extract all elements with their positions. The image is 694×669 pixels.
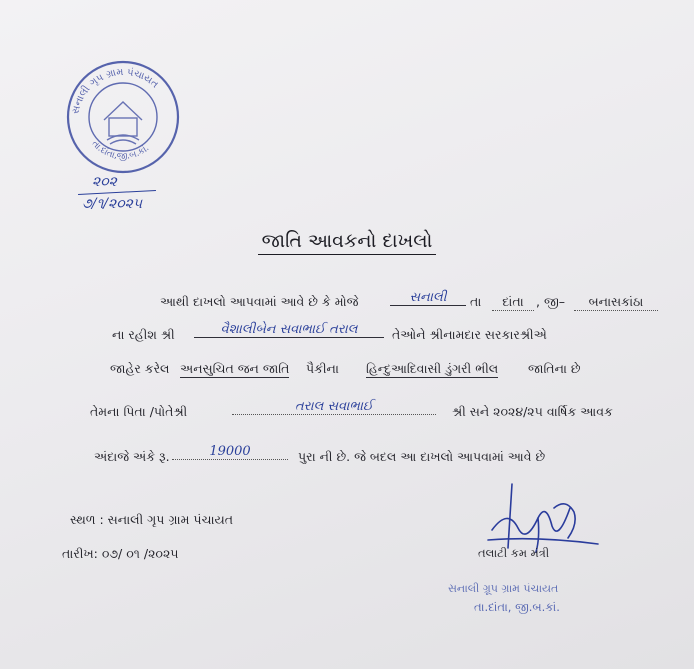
district-label: , જી–	[536, 294, 566, 309]
line5-suffix: પુરા ની છે. જે બદલ આ દાખલો આપવામાં આવે છે	[298, 449, 546, 464]
panchayat-seal-stamp	[64, 58, 182, 176]
caste-name: હિન્દુઆદિવાસી ડુંગરી ભીલ	[366, 361, 499, 376]
village-name: સનાલી	[390, 290, 466, 306]
svg-text:સનાલી ગૃપ ગ્રામ પંચાયત: સનાલી ગૃપ ગ્રામ પંચાયત	[70, 66, 161, 115]
caste-category: અનસુચિત જન જાતિ	[180, 361, 290, 376]
line5-prefix: અંદાજે અંકે રૂ.	[94, 449, 170, 464]
svg-text:તા.દાંતા,જી.બ.કાં.: તા.દાંતા,જી.બ.કાં.	[89, 138, 152, 162]
taluka-label: તા	[470, 294, 482, 309]
date-line: તારીખ: ૦૭/ ૦૧ /૨૦૨૫	[62, 546, 179, 561]
holder-name: વૈશાલીબેન સવાભાઈ તરાલ	[194, 322, 384, 338]
office-stamp-line2: તા.દાંતા, જી.બ.કાં.	[474, 600, 560, 614]
line2-prefix: ના રહીશ શ્રી	[112, 327, 175, 342]
outward-date: ૭/૧/૨૦૨૫	[82, 196, 143, 212]
line3-suffix: જાતિના છે	[528, 361, 581, 376]
line3-mid: પૈકીના	[306, 361, 339, 376]
certificate-title: જાતિ આવકનો દાખલો	[0, 230, 694, 252]
office-stamp-line1: સનાલી ગ્રૂપ ગ્રામ પંચાયત	[448, 582, 559, 595]
taluka-name: દાંતા	[492, 294, 534, 311]
place-line: સ્થળ : સનાલી ગૃપ ગ્રામ પંચાયત	[70, 512, 234, 527]
signatory-role: તલાટી કમ મંત્રી	[478, 546, 550, 560]
line2-suffix: તેઓને શ્રીનામદાર સરકારશ્રીએ	[392, 327, 547, 342]
district-name: બનાસકાંઠા	[574, 294, 658, 311]
father-name: તરાલ સવાભાઈ	[232, 399, 436, 415]
line4-prefix: તેમના પિતા /પોતેશ્રી	[90, 404, 188, 419]
outward-divider	[78, 190, 156, 195]
outward-number: ૨૦૨	[92, 174, 117, 190]
line1-prefix: આથી દાખલો આપવામાં આવે છે કે મોજે	[160, 294, 359, 309]
income-amount: 19000	[172, 444, 288, 460]
line3-prefix: જાહેર કરેલ	[110, 361, 170, 376]
line4-suffix: શ્રી સને ૨૦૨૪/૨૫ વાર્ષિક આવક	[452, 404, 613, 419]
